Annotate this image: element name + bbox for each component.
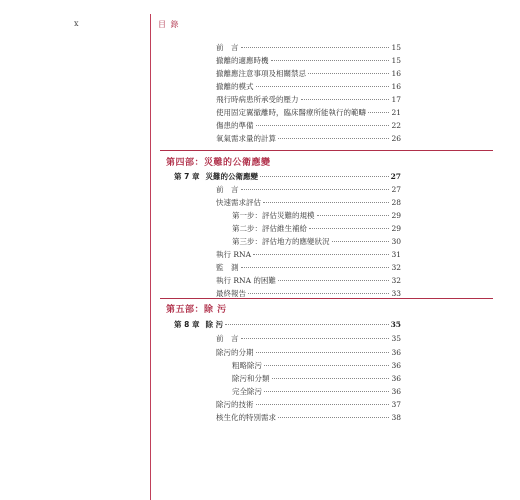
toc-subentry[interactable]: 第一步：評估災難的規模 29 xyxy=(232,211,401,220)
toc-entry[interactable]: 前 言 27 xyxy=(216,185,401,194)
running-header: 目 錄 xyxy=(158,20,180,29)
chapter-entry[interactable]: 第 8 章 除 污 35 xyxy=(174,320,401,329)
toc-entry[interactable]: 除污的分期 36 xyxy=(216,348,401,357)
toc-entry[interactable]: 最終報告 33 xyxy=(216,289,401,298)
part-divider xyxy=(160,150,493,151)
page-number: x xyxy=(74,19,79,28)
toc-entry[interactable]: 傷患的準備 22 xyxy=(216,121,401,130)
part-title: 第四部：災難的公衛應變 xyxy=(166,158,271,168)
toc-entry[interactable]: 核生化的特別需求 38 xyxy=(216,413,401,422)
toc-entry[interactable]: 快速需求評估 28 xyxy=(216,198,401,207)
toc-subentry[interactable]: 除污和分類 36 xyxy=(232,374,401,383)
toc-entry[interactable]: 撤離的模式 16 xyxy=(216,82,401,91)
toc-entry[interactable]: 除污的技術 37 xyxy=(216,400,401,409)
part-title: 第五部：除 污 xyxy=(166,305,227,315)
toc-entry[interactable]: 監 測 32 xyxy=(216,263,401,272)
toc-subentry[interactable]: 完全除污 36 xyxy=(232,387,401,396)
toc-entry[interactable]: 執行 RNA 31 xyxy=(216,250,401,259)
toc-subentry[interactable]: 第二步：評估維生補給 29 xyxy=(232,224,401,233)
toc-entry[interactable]: 前 言 35 xyxy=(216,334,401,343)
toc-entry[interactable]: 撤離應注意事項及相關禁忌 16 xyxy=(216,69,401,78)
toc-entry[interactable]: 使用固定翼撤離時，臨床醫療所能執行的範疇 21 xyxy=(216,108,401,117)
toc-entry[interactable]: 執行 RNA 的困難 32 xyxy=(216,276,401,285)
toc-entry[interactable]: 前 言 15 xyxy=(216,43,401,52)
chapter-entry[interactable]: 第 7 章 災難的公衛應變 27 xyxy=(174,172,401,181)
toc-entry[interactable]: 氧氣需求量的計算 26 xyxy=(216,134,401,143)
margin-rule xyxy=(150,14,151,500)
toc-entry[interactable]: 撤離的適應時機 15 xyxy=(216,56,401,65)
toc-entry[interactable]: 飛行時病患所承受的壓力 17 xyxy=(216,95,401,104)
part-divider xyxy=(160,298,493,299)
toc-subentry[interactable]: 第三步：評估地方的應變狀況 30 xyxy=(232,237,401,246)
toc-subentry[interactable]: 粗略除污 36 xyxy=(232,361,401,370)
